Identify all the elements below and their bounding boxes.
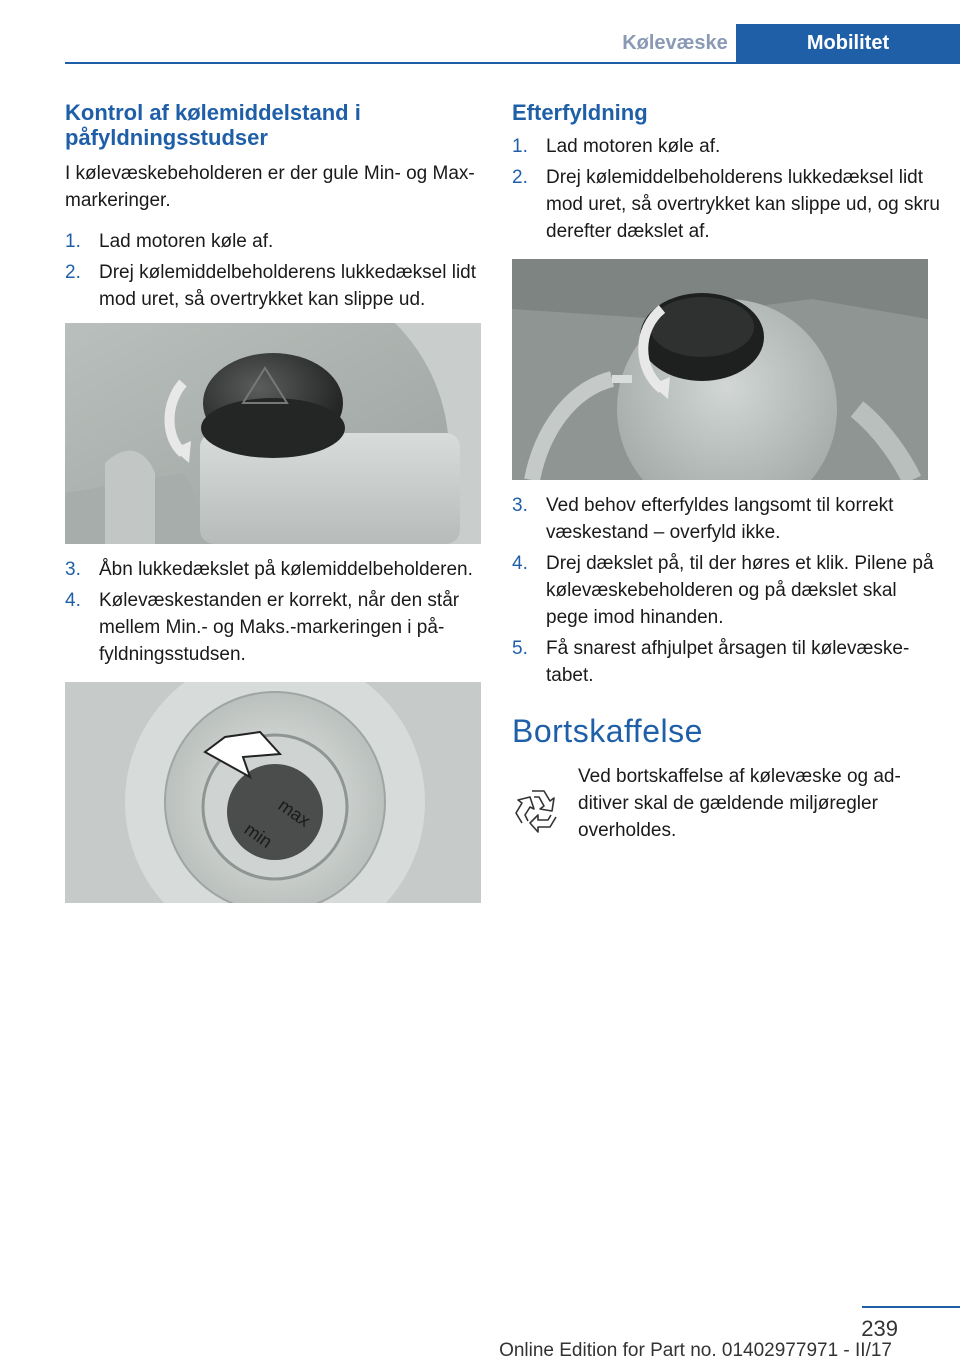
section-title-disposal: Bortskaffelse: [512, 713, 703, 749]
list-item: 4. Drej dækslet på, til der høres et klik. Pilene på kølevæskebeholderen og på dækslet skal pege imod hinanden.: [512, 553, 934, 628]
list-item: 2. Drej kølemiddelbeholderens lukkedæksel lidt mod uret, så overtrykket kan slippe ud, og skru derefter dækslet af.: [512, 167, 940, 242]
chapter-tab[interactable]: Kølevæske: [622, 31, 728, 54]
recycle-icon: [512, 763, 578, 844]
steps-list-right-b: [512, 492, 942, 689]
steps-list-right-a: [512, 133, 942, 245]
dial-min-label: min: [240, 818, 276, 852]
header-rule: [65, 62, 960, 64]
list-item: 3. Ved behov efterfyldes langsomt til korrekt væskestand – overfyld ikke.: [512, 495, 894, 543]
dial-max-label: max: [274, 794, 315, 831]
disposal-note-text: Ved bortskaffelse af kølevæske og additiver skal de gældende miljøregler overholdes.: [578, 766, 901, 841]
list-item: 1. Lad motoren køle af.: [512, 136, 721, 157]
page-number: 239: [861, 1316, 898, 1341]
steps-list-left-b: [65, 556, 481, 668]
header-tabs: [614, 24, 960, 62]
disposal-note: [512, 763, 942, 844]
left-column: [65, 100, 481, 903]
photo-filler-neck-markings: [65, 682, 481, 903]
list-item: 5. Få snarest afhjulpet årsagen til kølevæsketabet.: [512, 638, 910, 686]
right-column: [512, 100, 942, 844]
edition-text: Online Edition for Part no. 01402977971 - II/17: [499, 1340, 892, 1361]
photo-cap-turning: [65, 323, 481, 544]
heading-topping-up: Efterfyldning: [512, 100, 648, 125]
photo-expansion-tank: [512, 259, 928, 480]
list-item: 3. Åbn lukkedækslet på kølemiddelbeholderen.: [65, 559, 473, 580]
list-item: 4. Kølevæskestanden er korrekt, når den står mellem Min.- og Maks.-markeringen i påfyldningsstudsen.: [65, 590, 460, 665]
footer-rule: [862, 1306, 960, 1308]
list-item: 2. Drej kølemiddelbeholderens lukkedæksel lidt mod uret, så overtrykket kan slippe ud.: [65, 262, 477, 310]
list-item: 1. Lad motoren køle af.: [65, 231, 274, 252]
intro-text: I kølevæskebeholderen er der gule Min- og Max-markeringer.: [65, 163, 475, 211]
heading-check-level: Kontrol af kølemiddelstand i påfyldningsstudser: [65, 100, 361, 150]
steps-list-left-a: [65, 228, 481, 313]
section-tab[interactable]: Mobilitet: [736, 24, 960, 62]
